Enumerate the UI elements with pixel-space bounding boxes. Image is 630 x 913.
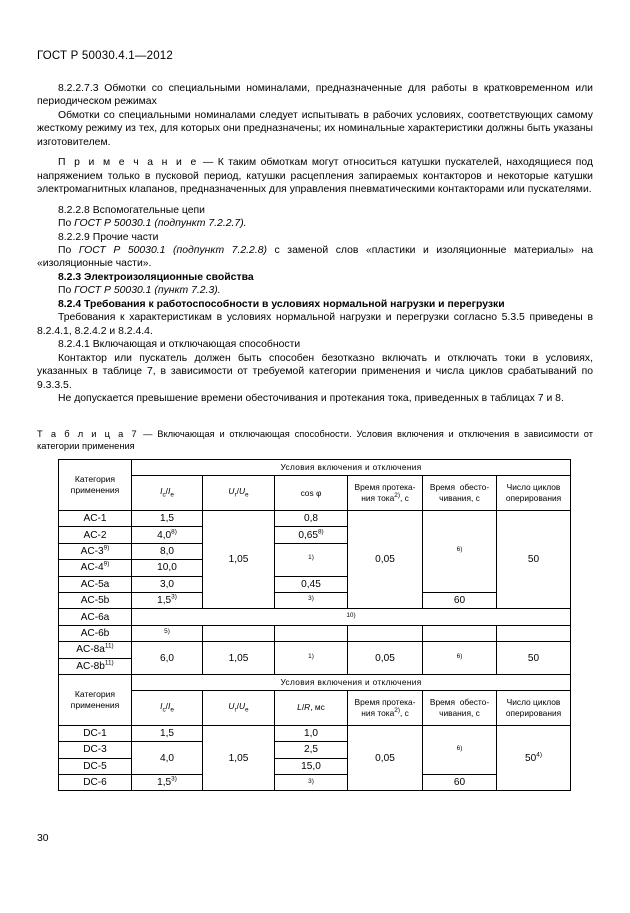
header-conditions-dc: Условия включения и отключения bbox=[132, 674, 571, 690]
cell-ic-ie-merged: 4,0 bbox=[132, 742, 203, 775]
cell-lr: 1,0 bbox=[275, 725, 348, 741]
cell-time-flow bbox=[348, 625, 423, 641]
cell-cos: 0,8 bbox=[275, 511, 348, 527]
cell-cycles-merged: 50 bbox=[497, 511, 571, 609]
cell-category: AC-4$^{9)}$ bbox=[59, 560, 132, 576]
paragraph-8-2-2-8-ref bbox=[37, 217, 593, 230]
cell-category: DC-5 bbox=[59, 758, 132, 774]
cell-cos: 3) bbox=[275, 592, 348, 608]
header-time-off-dc: Время обесто- чивания, с bbox=[423, 690, 497, 725]
cell-category: AC-1 bbox=[59, 511, 132, 527]
header-lr: L/R, мс bbox=[275, 690, 348, 725]
header-cos-phi: cos φ bbox=[275, 476, 348, 511]
paragraph-8-2-2-7-3: 8.2.2.7.3 Обмотки со специальными номиналами, предназначенные для работы в кратковременном или периодическом режимах bbox=[37, 83, 593, 108]
table-row bbox=[59, 775, 571, 791]
paragraph-8-2-2-9-ref bbox=[37, 244, 593, 271]
cell-cos: 0,45 bbox=[275, 576, 348, 592]
note-text: — К таким обмоткам могут относиться катушки пускателей, находящиеся под напряжением только в пусковой период, катушки расцепления запираемых контакторов и некоторые катушки электромагнитных клапанов, предназначенных для управления пневматическими контакторами или пускателями. bbox=[37, 157, 593, 196]
cell-ic-ie: 8,0 bbox=[132, 543, 203, 559]
cell-category: DC-1 bbox=[59, 725, 132, 741]
cell-category: AC-5b bbox=[59, 592, 132, 608]
cell-cos-merged: 1) bbox=[275, 543, 348, 576]
table-caption-text: — Включающая и отключающая способности. Условия включения и отключения в зависимости от категории применения bbox=[37, 429, 594, 452]
table-7 bbox=[58, 459, 570, 791]
cell-cos-merged: 1) bbox=[275, 642, 348, 675]
cell-category: DC-3 bbox=[59, 742, 132, 758]
category-header-line2: применения bbox=[70, 485, 120, 495]
cell-cycles bbox=[497, 625, 571, 641]
cell-time-off: 60 bbox=[423, 592, 497, 608]
cell-lr: 15,0 bbox=[275, 758, 348, 774]
cell-ur-ue-merged: 1,05 bbox=[203, 642, 275, 675]
ref-prefix: По bbox=[58, 285, 75, 297]
header-cycles-dc: Число циклов оперирования bbox=[497, 690, 571, 725]
paragraph-contactor-capability: Контактор или пускатель должен быть способен безотказно включать и отключать токи в условиях, указанных в таблице 7, в зависимости от требуемой категории применения и числа циклов срабатываний по 9.3.3.5. bbox=[37, 352, 593, 391]
cell-ic-ie: 4,0$^{8)}$ bbox=[132, 527, 203, 543]
cell-time-off-merged: 6) bbox=[423, 511, 497, 593]
heading-8-2-3: 8.2.3 Электроизоляционные свойства bbox=[58, 271, 254, 283]
table-header-group-row-ac bbox=[59, 460, 571, 476]
paragraph-8-2-4-intro: Требования к характеристикам в условиях нормальной нагрузки и перегрузки согласно 5.3.5 приведены в 8.2.4.1, 8.2.4.2 и 8.2.4.4. bbox=[37, 312, 593, 337]
header-time-flow-dc: Время протека- ния тока$^{2)}$, с bbox=[348, 690, 423, 725]
cell-time-off: 60 bbox=[423, 775, 497, 791]
category-header-line2: применения bbox=[70, 699, 120, 710]
ref-prefix: По bbox=[58, 218, 75, 230]
note-label: П р и м е ч а н и е bbox=[58, 157, 199, 169]
table-7-grid bbox=[58, 459, 571, 791]
header-ur-ue-dc: $U_r/U_e$ bbox=[203, 690, 275, 725]
paragraph-8-2-2-8: 8.2.2.8 Вспомогательные цепи bbox=[58, 204, 205, 216]
cell-time-off-merged: 6) bbox=[423, 642, 497, 675]
table-caption bbox=[37, 428, 593, 453]
category-header-line1: Категория bbox=[74, 474, 116, 484]
table-row bbox=[59, 625, 571, 641]
ref-suffix: с заменой слов «пластики и изоляционные материалы» на «изоляционные части». bbox=[37, 244, 593, 270]
header-category-ac bbox=[59, 460, 132, 511]
cell-category: $AC-8a^{11)}$ bbox=[59, 642, 132, 658]
paragraph-8-2-4-1: 8.2.4.1 Включающая и отключающая способности bbox=[58, 339, 301, 351]
table-header-row-dc bbox=[59, 690, 571, 725]
ref-standard: ГОСТ Р 50030.1 (подпункт 7.2.2.7). bbox=[74, 218, 247, 230]
cell-lr: 3) bbox=[275, 775, 348, 791]
table-caption-lead: Т а б л и ц а 7 bbox=[37, 429, 139, 439]
cell-ur-ue-merged: 1,05 bbox=[203, 511, 275, 609]
paragraph-no-exceed: Не допускается превышение времени обесточивания и протекания тока, приведенных в таблицах 7 и 8. bbox=[58, 392, 564, 404]
ref-prefix: По bbox=[58, 244, 79, 256]
cell-time-off-merged: 6) bbox=[423, 725, 497, 774]
cell-category: $AC-8b^{11)}$ bbox=[59, 658, 132, 674]
header-cycles-ac: Число циклов оперирования bbox=[497, 476, 571, 511]
ref-standard: ГОСТ Р 50030.1 (пункт 7.2.3). bbox=[74, 285, 221, 297]
table-row bbox=[59, 609, 571, 625]
header-category-dc bbox=[59, 674, 132, 725]
category-header-line1: Категория bbox=[74, 688, 116, 699]
cell-cos bbox=[275, 625, 348, 641]
cell-ic-ie: 1,5 bbox=[132, 511, 203, 527]
cell-ic-ie: 5) bbox=[132, 625, 203, 641]
cell-category: AC-5a bbox=[59, 576, 132, 592]
cell-ic-ie-merged: 6,0 bbox=[132, 642, 203, 675]
cell-lr: 2,5 bbox=[275, 742, 348, 758]
header-ic-ie-dc: $I_c/I_e$ bbox=[132, 690, 203, 725]
cell-category: DC-6 bbox=[59, 775, 132, 791]
heading-8-2-4: 8.2.4 Требования к работоспособности в условиях нормальной нагрузки и перегрузки bbox=[58, 298, 505, 310]
running-head: ГОСТ Р 50030.4.1—2012 bbox=[37, 50, 173, 62]
cell-ic-ie: 1,5$^{3)}$ bbox=[132, 592, 203, 608]
cell-ic-ie: 3,0 bbox=[132, 576, 203, 592]
ref-standard: ГОСТ Р 50030.1 (подпункт 7.2.2.8) bbox=[78, 244, 267, 256]
page-number: 30 bbox=[37, 833, 49, 844]
cell-category: AC-3$^{9)}$ bbox=[59, 543, 132, 559]
header-conditions-ac: Условия включения и отключения bbox=[132, 460, 571, 476]
cell-ur-ue bbox=[203, 625, 275, 641]
cell-cos: 0,65$^{8)}$ bbox=[275, 527, 348, 543]
paragraph-8-2-2-9: 8.2.2.9 Прочие части bbox=[58, 231, 159, 243]
header-time-flow-ac: Время протека- ния тока$^{2)}$, с bbox=[348, 476, 423, 511]
table-row bbox=[59, 725, 571, 741]
cell-ur-ue-merged: 1,05 bbox=[203, 725, 275, 791]
cell-time-flow-merged: 0,05 bbox=[348, 511, 423, 609]
cell-time-flow-merged: 0,05 bbox=[348, 725, 423, 791]
header-ic-ie-ac: $I_c/I_e$ bbox=[132, 476, 203, 511]
cell-ic-ie: 1,5$^{3)}$ bbox=[132, 775, 203, 791]
cell-ic-ie: 10,0 bbox=[132, 560, 203, 576]
table-header-row-ac bbox=[59, 476, 571, 511]
cell-time-flow-merged: 0,05 bbox=[348, 642, 423, 675]
cell-note-span: 10) bbox=[132, 609, 571, 625]
cell-time-off bbox=[423, 625, 497, 641]
note-block bbox=[37, 156, 593, 196]
header-time-off-ac: Время обесто- чивания, с bbox=[423, 476, 497, 511]
document-body bbox=[37, 82, 593, 405]
cell-cycles-merged: 50$^{4)}$ bbox=[497, 725, 571, 791]
cell-cycles-merged: 50 bbox=[497, 642, 571, 675]
paragraph-8-2-3-ref bbox=[37, 284, 593, 297]
table-row bbox=[59, 642, 571, 658]
table-row bbox=[59, 511, 571, 527]
table-header-group-row-dc bbox=[59, 674, 571, 690]
paragraph-special-ratings: Обмотки со специальными номиналами следует испытывать в рабочих условиях, соответствующих самому жесткому режиму из тех, для которых они предназначены; их номинальные характеристики должны быть указаны изготовителем. bbox=[37, 109, 593, 148]
cell-category: AC-6b bbox=[59, 625, 132, 641]
cell-ic-ie: 1,5 bbox=[132, 725, 203, 741]
table-row bbox=[59, 592, 571, 608]
cell-category: AC-6a bbox=[59, 609, 132, 625]
header-ur-ue-ac: $U_r/U_e$ bbox=[203, 476, 275, 511]
cell-category: AC-2 bbox=[59, 527, 132, 543]
